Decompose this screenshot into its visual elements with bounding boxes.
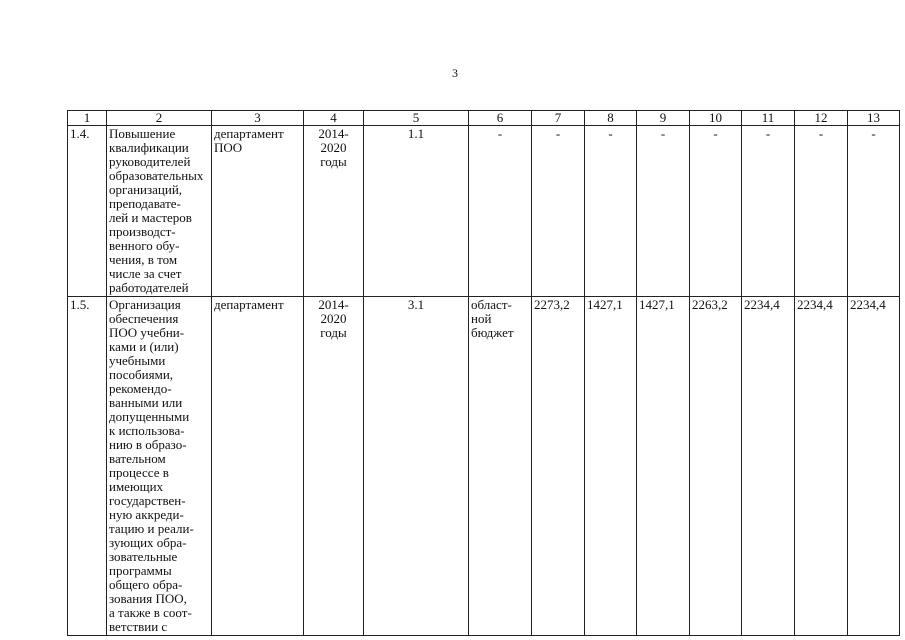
header-row: [68, 111, 900, 126]
executor: департамент ПОО: [212, 126, 304, 297]
column-header: 2: [107, 111, 212, 126]
indicator: 1.1: [364, 126, 469, 297]
value-cell: 1427,1: [585, 297, 637, 636]
value-cell: 2234,4: [742, 297, 795, 636]
executor: департамент: [212, 297, 304, 636]
column-header: 4: [304, 111, 364, 126]
value-cell: 1427,1: [637, 297, 690, 636]
funding-source: област- ной бюджет: [469, 297, 532, 636]
page-number: 3: [452, 66, 458, 80]
column-header: 5: [364, 111, 469, 126]
program-table: [67, 110, 900, 636]
value-cell: -: [742, 126, 795, 297]
column-header: 3: [212, 111, 304, 126]
value-cell: -: [532, 126, 585, 297]
indicator: 3.1: [364, 297, 469, 636]
row-number: 1.4.: [68, 126, 107, 297]
table-row: [68, 126, 900, 297]
value-cell: -: [637, 126, 690, 297]
column-header: 6: [469, 111, 532, 126]
column-header: 12: [795, 111, 848, 126]
row-number: 1.5.: [68, 297, 107, 636]
value-cell: 2273,2: [532, 297, 585, 636]
column-header: 8: [585, 111, 637, 126]
value-cell: -: [585, 126, 637, 297]
value-cell: 2263,2: [690, 297, 742, 636]
value-cell: -: [795, 126, 848, 297]
value-cell: 2234,4: [848, 297, 900, 636]
column-header: 7: [532, 111, 585, 126]
value-cell: -: [848, 126, 900, 297]
period: 2014- 2020 годы: [304, 297, 364, 636]
period: 2014- 2020 годы: [304, 126, 364, 297]
funding-source: -: [469, 126, 532, 297]
column-header: 10: [690, 111, 742, 126]
value-cell: -: [690, 126, 742, 297]
value-cell: 2234,4: [795, 297, 848, 636]
column-header: 1: [68, 111, 107, 126]
column-header: 9: [637, 111, 690, 126]
measure-name: Повышение квалификации руководителей образовательных организаций, преподавате- лей и мастеров производст- венного обу- чения, в том числе за счет работодателей: [107, 126, 212, 297]
column-header: 11: [742, 111, 795, 126]
column-header: 13: [848, 111, 900, 126]
measure-name: Организация обеспечения ПОО учебни- ками и (или) учебными пособиями, рекомендо- ванными или допущенными к использова- нию в образо- вательном процессе в имеющих государствен- ную аккреди- тацию и реали- зующих обра- зовательные программы общего обра- зования ПОО, а также в соот- ветствии с: [107, 297, 212, 636]
table-row: [68, 297, 900, 636]
